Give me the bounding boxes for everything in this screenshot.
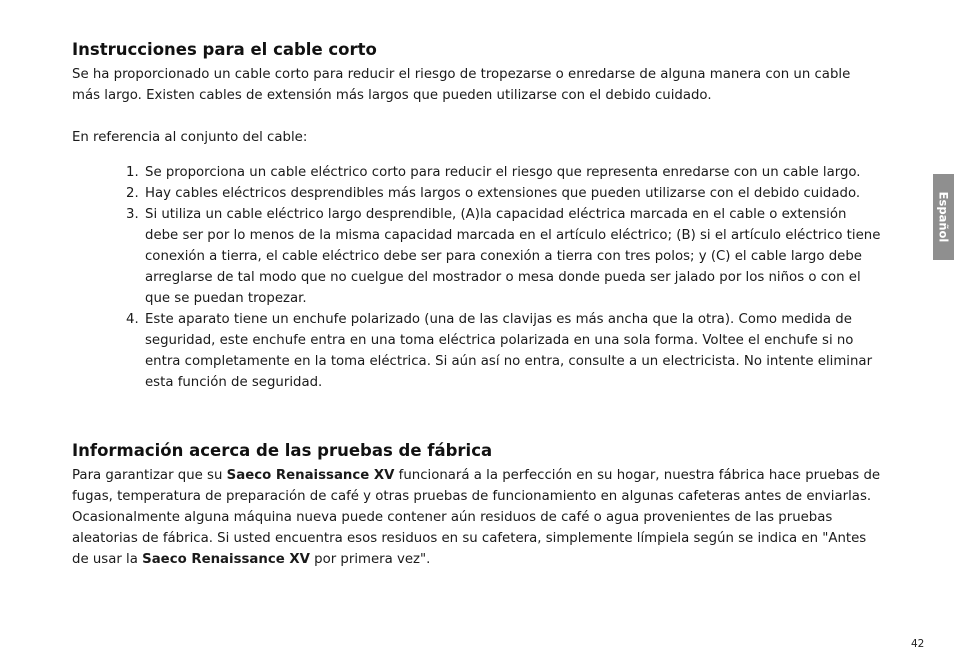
language-tab-label: Español <box>936 191 951 243</box>
list-item <box>126 162 882 183</box>
short-cable-section <box>72 40 882 393</box>
list-item-number: 1. <box>126 165 139 180</box>
factory-tests-paragraph <box>72 465 882 570</box>
short-cable-intro: Se ha proporcionado un cable corto para reducir el riesgo de tropezarse o enredarse de alguna manera con un cable más largo. Existen cables de extensión más largos que pueden utilizarse con el debido cuidado. <box>72 67 851 103</box>
list-item <box>126 309 882 393</box>
paragraph-spacer <box>72 106 882 127</box>
document-page <box>72 40 882 570</box>
list-item-text: Si utiliza un cable eléctrico largo desprendible, (A)la capacidad eléctrica marcada en el cable o extensión debe ser por lo menos de la misma capacidad marcada en el artículo eléctrico; (B) si el artículo eléctrico tiene conexión a tierra, el cable eléctrico debe ser para conexión a tierra con tres polos; y (C) el cable largo debe arreglarse de tal modo que no cuelgue del mostrador o mesa donde pueda ser jalado por los niños o con el que se puedan tropezar. <box>145 207 881 306</box>
section-title-short-cable: Instrucciones para el cable corto <box>72 40 377 59</box>
list-item-text: Este aparato tiene un enchufe polarizado (una de las clavijas es más ancha que la otra). Como medida de seguridad, este enchufe entra en una toma eléctrica polarizada en una sola forma. Voltee el enchufe si no entra completamente en la toma eléctrica. Si aún así no entra, consulte a un electricista. No intente eliminar esta función de seguridad. <box>145 312 873 390</box>
factory-text-part2: funcionará a la perfección en su hogar, nuestra fábrica hace pruebas de fugas, temperatura de preparación de café y otras pruebas de funcionamiento en algunas cafeteras antes de enviarlas. Ocasionalmente alguna máquina nueva puede contener aún residuos de café o agua provenientes de las pruebas aleatorias de fábrica. Si usted encuentra esos residuos en su cafetera, simplemente límpiela según se indica en "Antes de usar la <box>72 468 881 567</box>
list-item-number: 3. <box>126 207 139 222</box>
factory-tests-section <box>72 441 882 570</box>
list-item-number: 4. <box>126 312 139 327</box>
list-item-number: 2. <box>126 186 139 201</box>
list-item-text: Hay cables eléctricos desprendibles más largos o extensiones que pueden utilizarse con el debido cuidado. <box>145 186 861 201</box>
product-name: Saeco Renaissance XV <box>226 468 395 483</box>
page-number: 42 <box>911 638 925 650</box>
factory-text-part1: Para garantizar que su <box>72 468 227 483</box>
language-side-tab <box>933 174 954 260</box>
factory-text-part3: por primera vez". <box>309 552 431 567</box>
product-name: Saeco Renaissance XV <box>142 552 310 567</box>
section-title-factory-tests: Información acerca de las pruebas de fábrica <box>72 441 493 460</box>
cable-instructions-list <box>72 162 882 393</box>
list-item <box>126 204 882 309</box>
cable-reference-text: En referencia al conjunto del cable: <box>72 130 308 145</box>
list-item <box>126 183 882 204</box>
list-item-text: Se proporciona un cable eléctrico corto para reducir el riesgo que representa enredarse con un cable largo. <box>145 165 861 180</box>
